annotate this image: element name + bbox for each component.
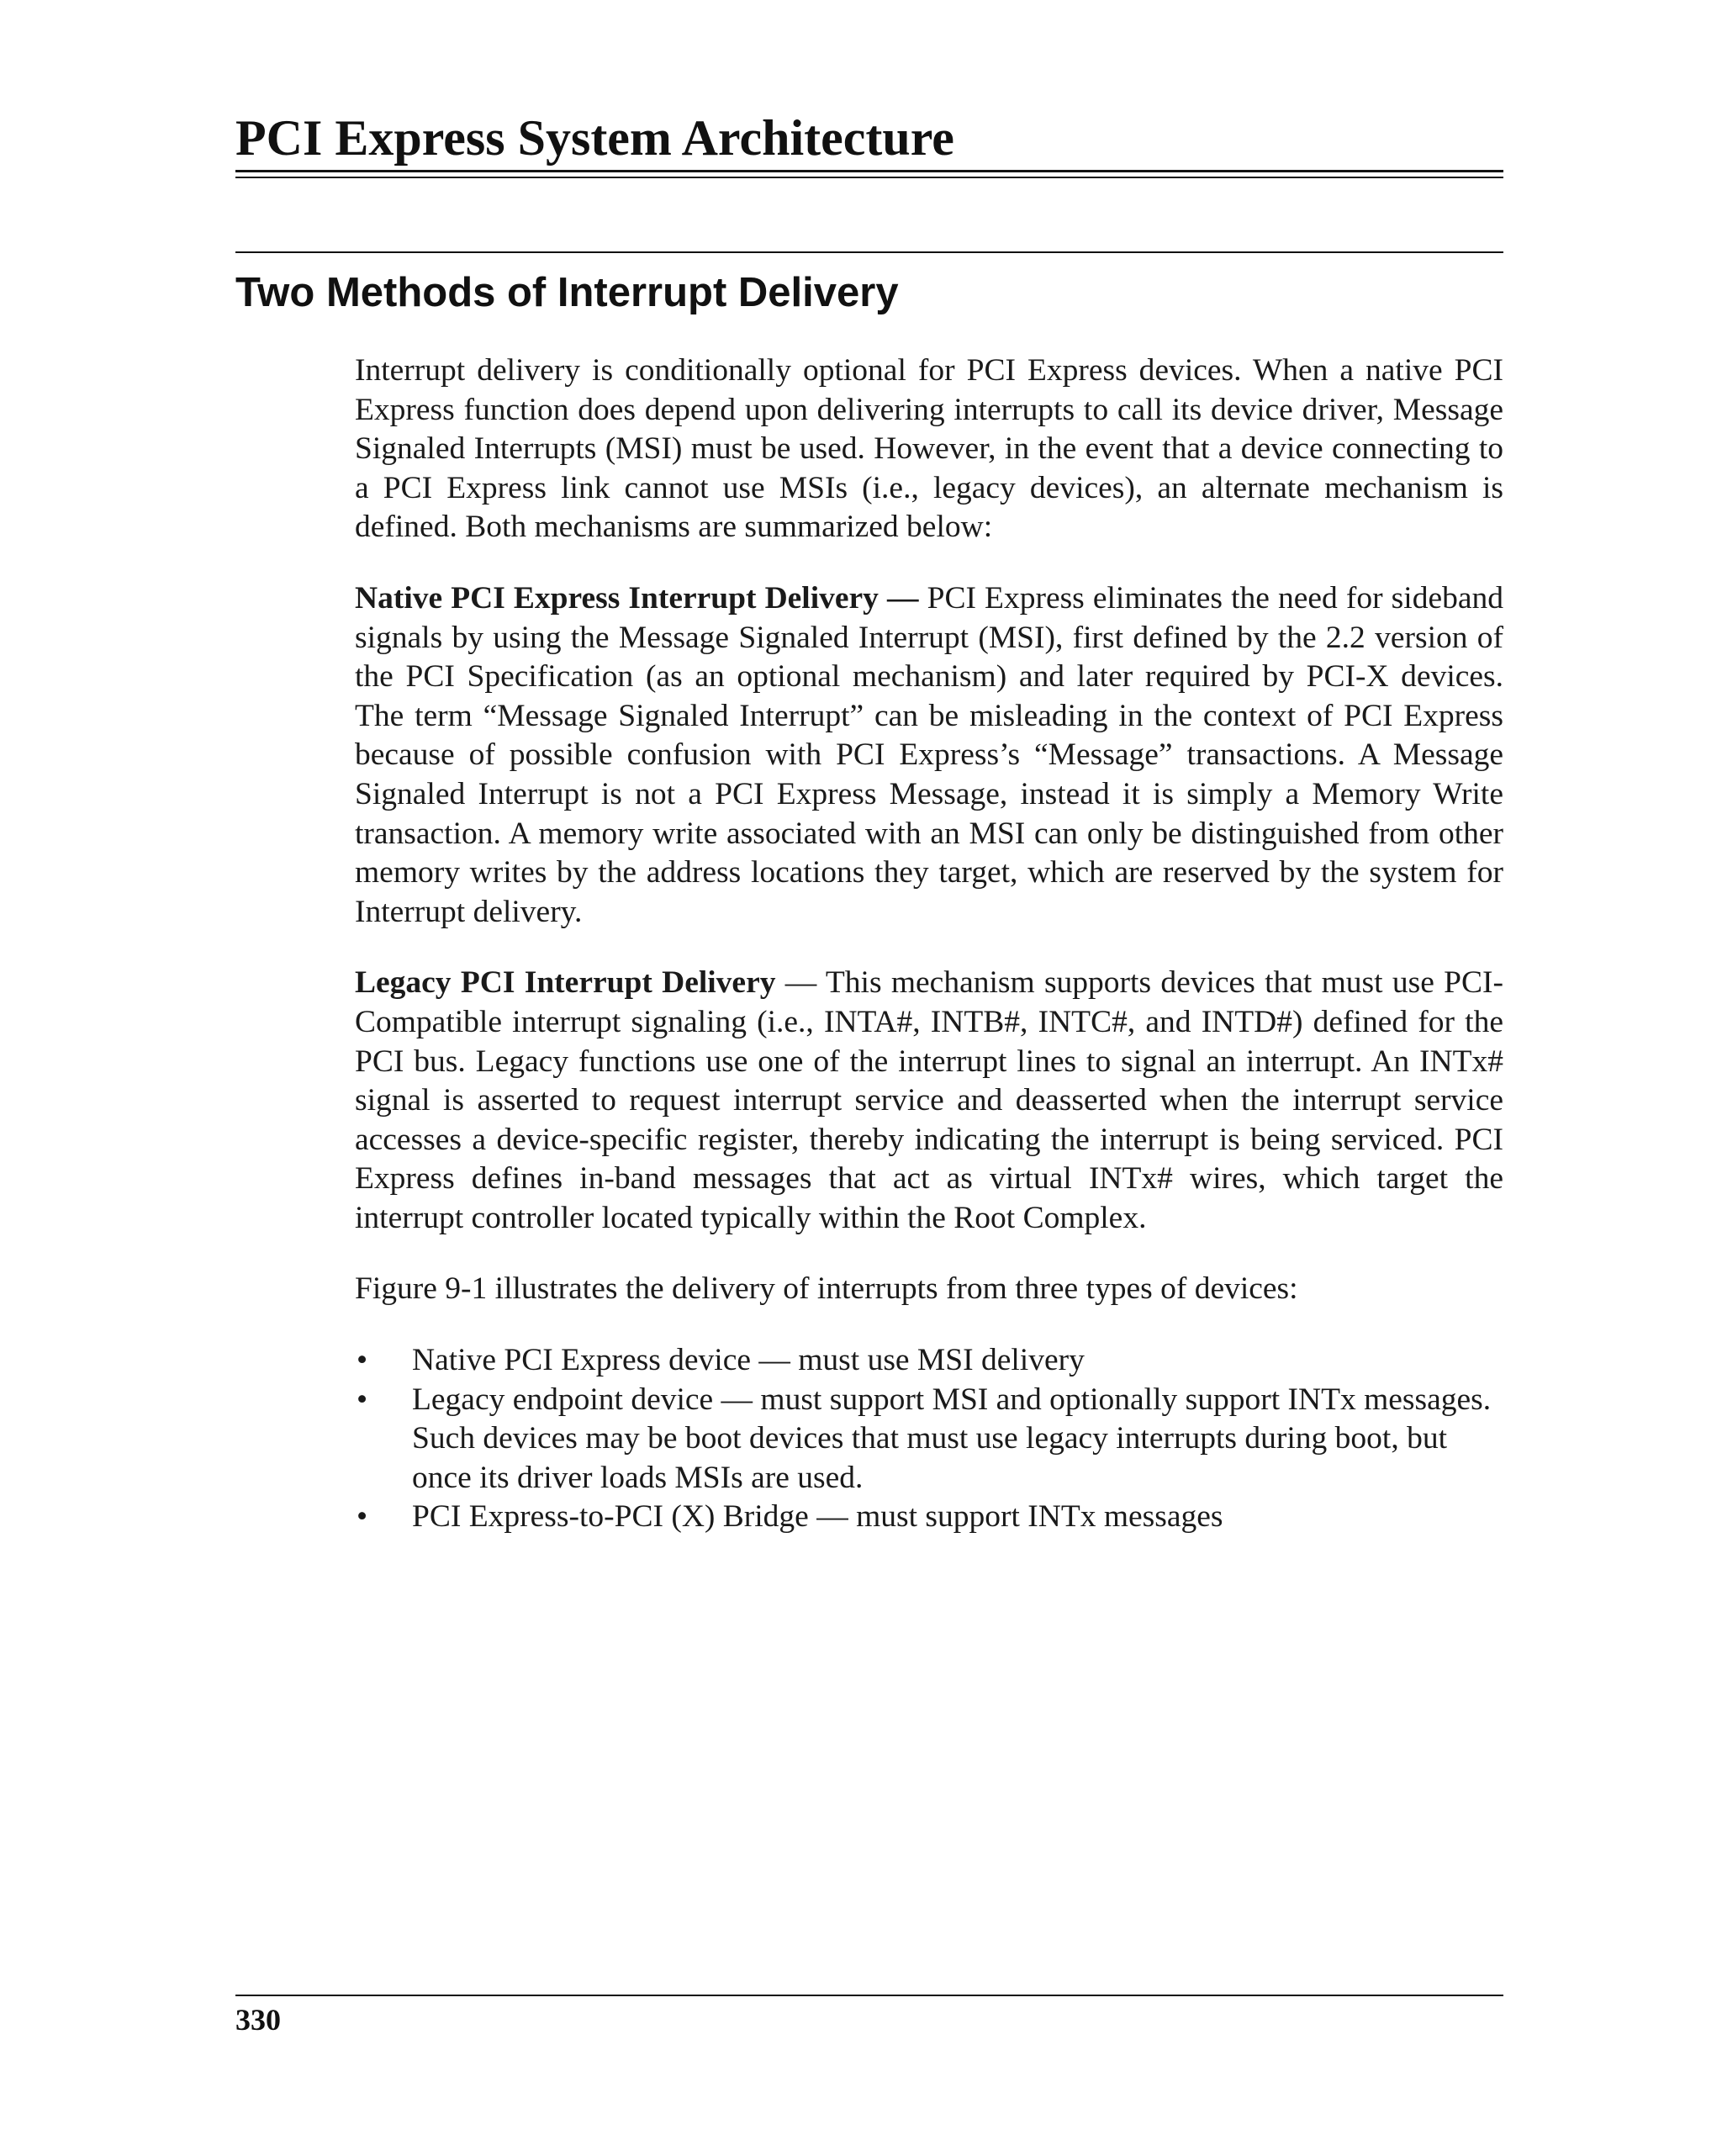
legacy-delivery-body: — This mechanism supports devices that must use PCI-Compatible interrupt signaling (i.e., INTA#, INTB#, INTC#, and INTD#) defined for the PCI bus. Legacy functions use one of the interrupt lines to signal an interrupt. An INTx# signal is asserted to request interrupt service and deasserted when the interrupt service accesses a device-specific register, thereby indicating the interrupt is being serviced. PCI Express defines in-band messages that act as virtual INTx# wires, which target the interrupt controller located typically within the Root Complex. [355,965,1503,1235]
page-number: 330 [235,2003,281,2037]
body-text [355,351,1503,1537]
list-item-text: Native PCI Express device — must use MSI delivery [412,1343,1085,1378]
header-rule-top [235,170,1503,172]
bullet-icon: • [357,1499,368,1535]
list-item-text: Legacy endpoint device — must support MSI and optionally support INTx messages. Such devices may be boot devices that must use legacy interrupts during boot, but once its driver loads MSIs are used. [412,1382,1492,1495]
bullet-icon: • [357,1343,368,1378]
running-header: PCI Express System Architecture [235,110,954,166]
legacy-delivery-paragraph [355,964,1503,1238]
native-delivery-paragraph [355,579,1503,932]
device-type-list [355,1341,1503,1537]
header-rule-bottom [235,177,1503,178]
list-item [355,1341,1503,1381]
section-title: Two Methods of Interrupt Delivery [235,270,899,315]
legacy-delivery-lead: Legacy PCI Interrupt Delivery [355,965,776,1001]
native-delivery-lead: Native PCI Express Interrupt Delivery — [355,580,919,616]
list-item [355,1381,1503,1498]
list-item [355,1498,1503,1537]
footer-rule [235,1995,1503,1996]
list-item-text: PCI Express-to-PCI (X) Bridge — must support INTx messages [412,1499,1223,1535]
intro-paragraph: Interrupt delivery is conditionally optional for PCI Express devices. When a native PCI Express function does depend upon delivering interrupts to call its device driver, Message Signaled Interrupts (MSI) must be used. However, in the event that a device connecting to a PCI Express link cannot use MSIs (i.e., legacy devices), an alternate mechanism is defined. Both mechanisms are summarized below: [355,353,1503,545]
bullet-icon: • [357,1382,368,1417]
figure-intro-paragraph: Figure 9-1 illustrates the delivery of interrupts from three types of devices: [355,1271,1298,1307]
section-rule [235,251,1503,253]
native-delivery-body: PCI Express eliminates the need for sideband signals by using the Message Signaled Interrupt (MSI), first defined by the 2.2 version of the PCI Specification (as an optional mechanism) and later required by PCI-X devices. The term “Message Signaled Interrupt” can be misleading in the context of PCI Express because of possible confusion with PCI Express’s “Message” transactions. A Message Signaled Interrupt is not a PCI Express Message, instead it is simply a Memory Write transaction. A memory write associated with an MSI can only be distinguished from other memory writes by the address locations they target, which are reserved by the system for Interrupt delivery. [355,580,1503,929]
